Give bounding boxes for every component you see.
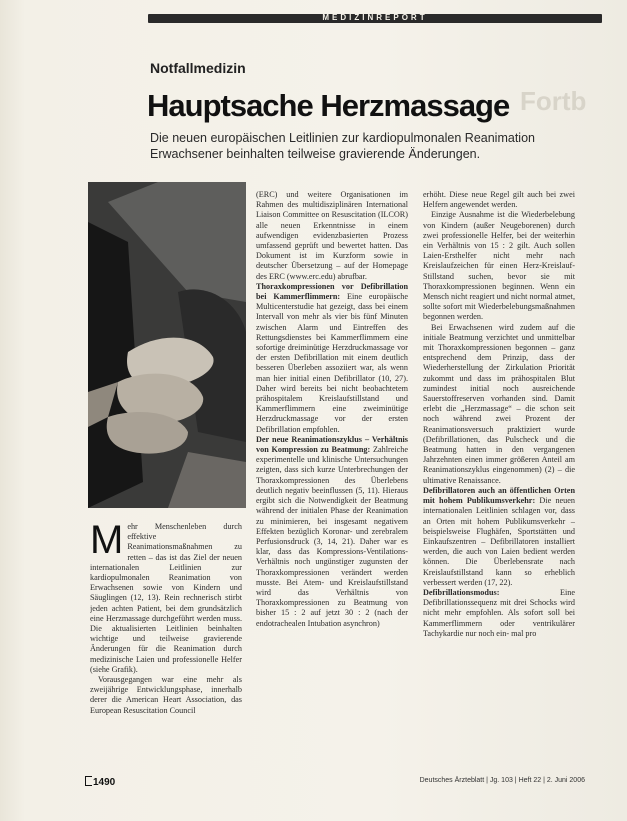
body-paragraph: erhöht. Diese neue Regel gilt auch bei zwei Helfern angewendet werden.: [423, 190, 575, 210]
body-paragraph: Eine Defibrillationssequenz mit drei Schocks wird nicht mehr empfohlen. Als sofort soll bei Kammerflimmern oder ventrikulärer Tachykardie nur noch ein- mal pro: [423, 587, 575, 638]
publication-source: Deutsches Ärzteblatt | Jg. 103 | Heft 22 | 2. Juni 2006: [419, 777, 585, 784]
drop-cap: M: [90, 522, 124, 562]
article-subtitle: Die neuen europäischen Leitlinien zur kardiopulmonalen Reanimation Erwachsener beinhalten teilweise gravierende Änderungen.: [150, 131, 535, 161]
body-paragraph: Die neuen internationalen Leitlinien schlagen vor, dass an Orten mit hohem Publikumsverkehr – beispielsweise Flughäfen, Sportstätten und Einkaufszentren – Defibrillatoren installiert werden, die auch von Laien bedient werden können. Die Überlebensrate nach Kreislaufstillstand kann so erheblich verbessert werden (17, 22).: [423, 496, 575, 587]
body-paragraph: Bei Erwachsenen wird zudem auf die initiale Beatmung verzichtet und unmittelbar mit Thoraxkompressionen begonnen – ganz entsprechend dem Prinzip, dass der Wiederherstellung der Zirkulation Priorität zukommt und dass im prähospitalen Blut zumindest initial noch ausreichende Sauerstoffreserven vorhanden sind. Damit erlebt die „Herzmassage“ – die schon seit noch während zwei Prozent der Reanimationsversuch praktiziert wurde (Defibrillationen, das Pulscheck und die Beatmung hatten in den vergangenen Jahrzehnten einen immer größeren Anteil am Reanimationszyklus eingenommen) (2) – die ultimative Renaissance.: [423, 322, 575, 485]
body-paragraph: ehr Menschenleben durch effektive Reanimationsmaßnahmen zu retten – das ist das Ziel der neuen internationalen Leitlinien zur kardiopulmonalen Reanimation von Erwachsenen sowie von Kindern und Säuglingen (12, 13). Rein rechnerisch stirbt jeden achten Patient, bei dem grundsätzlich eine Herzmassage durchgeführt werden muss. Die aktualisierten Leitlinien beinhalten wichtige und teilweise gravierende Änderungen für die Reanimation durch medizinische Laien und professionelle Helfer (siehe Grafik).: [90, 522, 242, 674]
text-column-1: [90, 522, 242, 770]
cpr-photo: [88, 182, 246, 508]
rubric-label: MEDIZINREPORT: [322, 13, 428, 22]
section-heading: Thoraxkompressionen vor Defibrillation bei Kammerflimmern:: [256, 281, 408, 302]
section-kicker: Notfallmedizin: [150, 60, 246, 76]
body-paragraph: Vorausgegangen war eine mehr als zweijährige Entwicklungsphase, innerhalb derer die American Heart Association, das European Resuscitation Council: [90, 675, 242, 715]
text-column-3: [423, 190, 575, 772]
cpr-hands-illustration: [88, 182, 246, 508]
bleed-through-heading: Fortb: [520, 86, 587, 116]
body-paragraph: Einzige Ausnahme ist die Wiederbelebung von Kindern (außer Neugeborenen) durch zwei professionelle Helfer, bei der weiterhin ein Verhältnis von 15 : 2 gilt. Auch sollen Laien-Ersthelfer nicht mehr nach Kreislaufzeichen für einen Herz-Kreislauf-Stillstand suchen, bevor sie mit Thoraxkompressionen beginnen. Wenn ein Mensch nicht reagiert und nicht normal atmet, sollte sofort mit Wiederbelebungsmaßnahmen begonnen werden.: [423, 210, 575, 322]
text-column-2: [256, 190, 408, 772]
page-number-text: 1490: [93, 777, 116, 788]
page-marker-icon: [85, 776, 92, 786]
body-paragraph: (ERC) und weitere Organisationen im Rahmen des multidisziplinären International Liaison Committee on Resuscitation (ILCOR) alle neuen Erkenntnisse in einem aufwendigen evidenzbasierten Prozess umfassend geprüft und bewertet hatten. Das Dokument ist im Kurzform sowie in deutscher Übersetzung – auf der Homepage des ERC (www.erc.edu) abrufbar.: [256, 190, 408, 281]
section-heading: Defibrillatoren auch an öffentlichen Orten mit hohem Publikumsverkehr:: [423, 485, 575, 506]
section-heading: Defibrillationsmodus:: [423, 587, 500, 597]
body-paragraph: Eine europäische Multicenterstudie hat gezeigt, dass bei einem Intervall von mehr als vier bis fünf Minuten zwischen Alarm und Eintreffen des Rettungsdienstes bei Kammerflimmern eine sofortige dreiminütige Herzdruckmassage vor der ersten Defibrillation mit einem deutlich besseren Überleben assoziiert war, als wenn man hier initial einen Defibrillator (10, 27). Daher wird bereits bei nicht beobachtetem prähospitalem Kreislaufstillstand und Kammerflimmern eine zweiminütige Herzdruckmassage vor der ersten Defibrillation empfohlen.: [256, 292, 408, 434]
body-paragraph: Zahlreiche experimentelle und klinische Untersuchungen zeigten, dass sich kurze Unterbrechungen der Thoraxkompressionen des Überlebens deutlich negativ beeinflussen (5, 11). Hieraus ergibt sich die Notwendigkeit der Beatmung während der initialen Phase der Reanimation zu minimieren, bei insgesamt negativem Effekten bezüglich Koronar- und zerebralem Perfusionsdruck (3, 14, 21). Daher war es klar, dass das Kompressions-Ventilations-Verhältnis noch ungünstiger zugunsten der Thoraxkompressionen verändert werden musste. Bei Atem- und Kreislaufstillstand wird das Verhältnis von Thoraxkompressionen zu Beatmung von bisher 15 : 2 auf jetzt 30 : 2 (nach der endotrachealen Intubation asynchron): [256, 445, 408, 628]
page-number: [85, 776, 115, 788]
section-heading: Der neue Reanimationszyklus – Verhältnis von Kompression zu Beatmung:: [256, 434, 408, 455]
article-headline: Hauptsache Herzmassage: [147, 88, 510, 123]
